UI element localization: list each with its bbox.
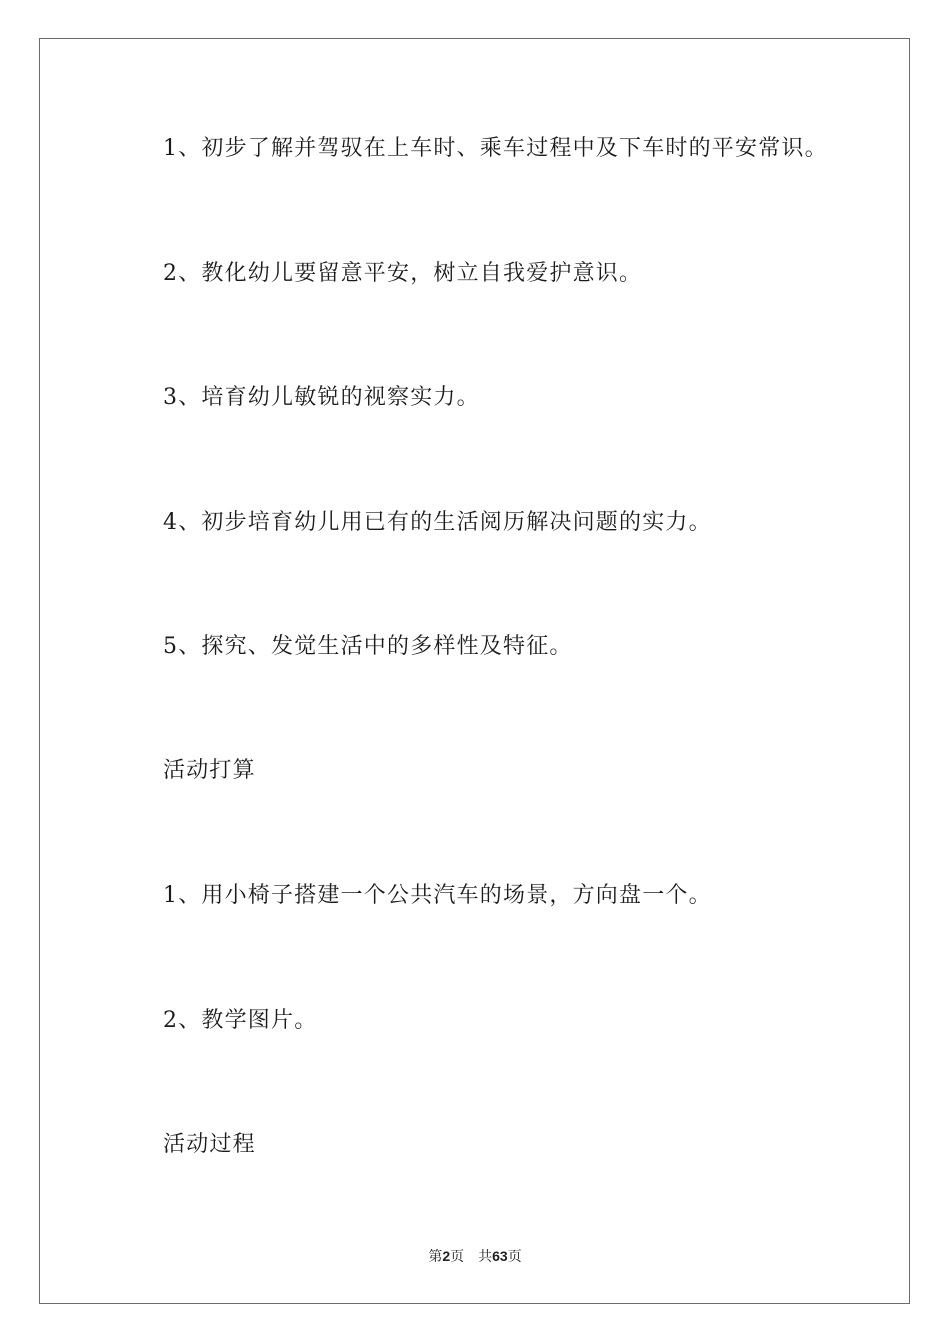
paragraph-objective-4: 4、初步培育幼儿用已有的生活阅历解决问题的实力。 — [163, 510, 712, 535]
page-suffix: 页 — [450, 1249, 465, 1265]
page-prefix: 第 — [428, 1249, 443, 1265]
paragraph-preparation-2: 2、教学图片。 — [163, 1008, 318, 1033]
page-border — [39, 38, 910, 1304]
current-page-number: 2 — [442, 1248, 451, 1264]
paragraph-objective-3: 3、培育幼儿敏锐的视察实力。 — [163, 385, 480, 410]
total-pages-number: 63 — [492, 1248, 508, 1264]
section-heading-preparation: 活动打算 — [163, 758, 256, 783]
section-heading-process: 活动过程 — [163, 1132, 256, 1157]
total-suffix: 页 — [507, 1249, 522, 1265]
paragraph-objective-1: 1、初步了解并驾驭在上车时、乘车过程中及下车时的平安常识。 — [163, 136, 828, 161]
paragraph-objective-5: 5、探究、发觉生活中的多样性及特征。 — [163, 634, 573, 659]
paragraph-objective-2: 2、教化幼儿要留意平安，树立自我爱护意识。 — [163, 261, 643, 286]
paragraph-preparation-1: 1、用小椅子搭建一个公共汽车的场景，方向盘一个。 — [163, 883, 712, 908]
total-prefix: 共 — [478, 1249, 493, 1265]
page-footer — [0, 1247, 950, 1266]
